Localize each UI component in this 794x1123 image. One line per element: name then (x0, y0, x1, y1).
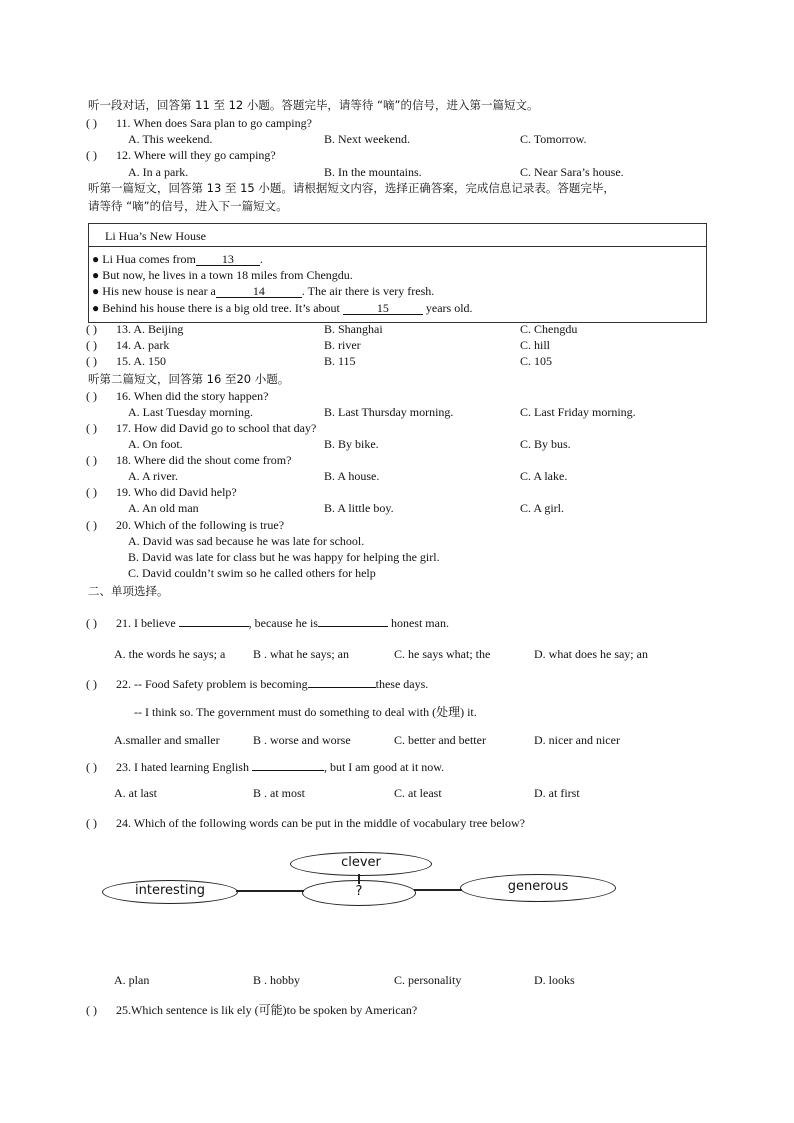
q12-option-c: C. Near Sara’s house. (520, 165, 624, 179)
q21-option-b: B . what he says; an (253, 647, 349, 661)
table-row-2: ● But now, he lives in a town 18 miles from Chengdu. (92, 268, 353, 282)
question-17-stem: 17. How did David go to school that day? (116, 421, 317, 435)
q23-option-c: C. at least (394, 786, 442, 800)
q11-option-a: A. This weekend. (128, 132, 213, 146)
q21-text-3: honest man. (387, 616, 449, 630)
q23-text-2: , but I am good at it now. (323, 760, 445, 774)
q12-option-b: B. In the mountains. (324, 165, 422, 179)
q18-option-a: A. A river. (128, 469, 178, 483)
blank-14[interactable]: 14 (216, 285, 302, 298)
q19-option-c: C. A girl. (520, 501, 565, 515)
answer-paren[interactable]: ( ) (86, 148, 97, 162)
answer-paren[interactable]: ( ) (86, 677, 97, 691)
answer-paren[interactable]: ( ) (86, 389, 97, 403)
node-top: clever (290, 852, 432, 876)
q20-option-a: A. David was sad because he was late for school. (128, 534, 365, 548)
answer-paren[interactable]: ( ) (86, 616, 97, 630)
q22-option-b: B . worse and worse (253, 733, 351, 747)
q22-text-2: these days. (375, 677, 429, 691)
q17-option-a: A. On foot. (128, 437, 183, 451)
q18-option-c: C. A lake. (520, 469, 568, 483)
instruction-dialogue: 听一段对话，回答第 11 至 12 小题。答题完毕，请等待 “嘀”的信号，进入第一篇短文。 (88, 98, 539, 112)
q21-option-a: A. the words he says; a (114, 647, 226, 661)
answer-paren[interactable]: ( ) (86, 453, 97, 467)
node-left: interesting (102, 880, 238, 904)
answer-paren[interactable]: ( ) (86, 322, 97, 336)
q13-option-b: B. Shanghai (324, 322, 383, 336)
question-14-option-a: 14. A. park (116, 338, 170, 352)
question-16-stem: 16. When did the story happen? (116, 389, 269, 403)
answer-paren[interactable]: ( ) (86, 1003, 97, 1017)
answer-paren[interactable]: ( ) (86, 421, 97, 435)
q23-option-b: B . at most (253, 786, 306, 800)
question-20-stem: 20. Which of the following is true? (116, 518, 285, 532)
q15-option-b: B. 115 (324, 354, 356, 368)
blank-13[interactable]: 13 (196, 253, 260, 266)
q18-option-b: B. A house. (324, 469, 380, 483)
q12-option-a: A. In a park. (128, 165, 189, 179)
q24-option-c: C. personality (394, 973, 462, 987)
answer-paren[interactable]: ( ) (86, 518, 97, 532)
question-18-stem: 18. Where did the shout come from? (116, 453, 292, 467)
row3-end: . The air there is very fresh. (301, 284, 435, 298)
question-19-stem: 19. Who did David help? (116, 485, 237, 499)
q16-option-b: B. Last Thursday morning. (324, 405, 454, 419)
q20-option-b: B. David was late for class but he was happy for helping the girl. (128, 550, 440, 564)
q23-option-d: D. at first (534, 786, 580, 800)
section-heading-single-choice: 二、单项选择。 (88, 584, 169, 598)
q11-option-b: B. Next weekend. (324, 132, 410, 146)
q13-option-c: C. Chengdu (520, 322, 578, 336)
instruction-passage-2: 听第二篇短文，回答第 16 至20 小题。 (88, 372, 290, 386)
q16-option-c: C. Last Friday morning. (520, 405, 636, 419)
instruction-passage-1-line2: 请等待 “嘀”的信号，进入下一篇短文。 (88, 199, 288, 213)
q21-option-d: D. what does he say; an (534, 647, 648, 661)
q19-option-b: B. A little boy. (324, 501, 394, 515)
question-24-stem: 24. Which of the following words can be put in the middle of vocabulary tree below? (116, 816, 525, 830)
q24-option-d: D. looks (534, 973, 575, 987)
q14-option-c: C. hill (520, 338, 551, 352)
answer-paren[interactable]: ( ) (86, 816, 97, 830)
q19-option-a: A. An old man (128, 501, 199, 515)
q14-option-b: B. river (324, 338, 361, 352)
row4-end: years old. (422, 301, 473, 315)
answer-paren[interactable]: ( ) (86, 354, 97, 368)
q21-option-c: C. he says what; the (394, 647, 491, 661)
connector-right (414, 889, 462, 891)
row3-text: ● His new house is near a (92, 284, 216, 298)
table-title: Li Hua’s New House (105, 229, 206, 243)
table-row-1 (92, 252, 263, 266)
q23-text-1: 23. I hated learning English (116, 760, 252, 774)
q21-blank-1[interactable] (179, 626, 249, 627)
q21-blank-2[interactable] (318, 626, 388, 627)
q21-text-2: , because he is (248, 616, 318, 630)
question-11-stem: 11. When does Sara plan to go camping? (116, 116, 312, 130)
q24-option-a: A. plan (114, 973, 150, 987)
q24-option-b: B . hobby (253, 973, 301, 987)
q22-option-d: D. nicer and nicer (534, 733, 620, 747)
connector-left (236, 890, 304, 892)
node-right: generous (460, 874, 616, 902)
table-row-4 (92, 301, 473, 315)
question-22-stem (116, 677, 428, 691)
q16-option-a: A. Last Tuesday morning. (128, 405, 254, 419)
row4-text: ● Behind his house there is a big old tree. It’s about (92, 301, 343, 315)
answer-paren[interactable]: ( ) (86, 760, 97, 774)
question-15-option-a: 15. A. 150 (116, 354, 167, 368)
q17-option-c: C. By bus. (520, 437, 571, 451)
q22-option-c: C. better and better (394, 733, 486, 747)
q22-text-1: 22. -- Food Safety problem is becoming (116, 677, 308, 691)
q21-text-1: 21. I believe (116, 616, 179, 630)
info-record-table (88, 223, 707, 323)
q22-option-a: A.smaller and smaller (114, 733, 220, 747)
node-center: ? (302, 880, 416, 906)
q15-option-c: C. 105 (520, 354, 553, 368)
blank-15[interactable]: 15 (343, 302, 423, 315)
question-23-stem (116, 760, 444, 774)
answer-paren[interactable]: ( ) (86, 485, 97, 499)
q23-option-a: A. at last (114, 786, 157, 800)
instruction-passage-1-line1: 听第一篇短文，回答第 13 至 15 小题。请根据短文内容，选择正确答案，完成信息记录表。答题完毕， (88, 181, 615, 195)
table-row-3 (92, 284, 434, 298)
q22-blank[interactable] (308, 687, 376, 688)
answer-paren[interactable]: ( ) (86, 338, 97, 352)
table-divider (89, 246, 706, 247)
answer-paren[interactable]: ( ) (86, 116, 97, 130)
q23-blank[interactable] (252, 770, 324, 771)
row1-end: . (259, 252, 263, 266)
q22-reply: -- I think so. The government must do something to deal with (处理) it. (134, 705, 477, 719)
question-13-option-a: 13. A. Beijing (116, 322, 184, 336)
question-12-stem: 12. Where will they go camping? (116, 148, 276, 162)
q17-option-b: B. By bike. (324, 437, 379, 451)
question-25-stem: 25.Which sentence is lik ely (可能)to be spoken by American? (116, 1003, 418, 1017)
row1-text: ● Li Hua comes from (92, 252, 196, 266)
question-21-stem (116, 616, 449, 630)
q11-option-c: C. Tomorrow. (520, 132, 587, 146)
q20-option-c: C. David couldn’t swim so he called others for help (128, 566, 376, 580)
